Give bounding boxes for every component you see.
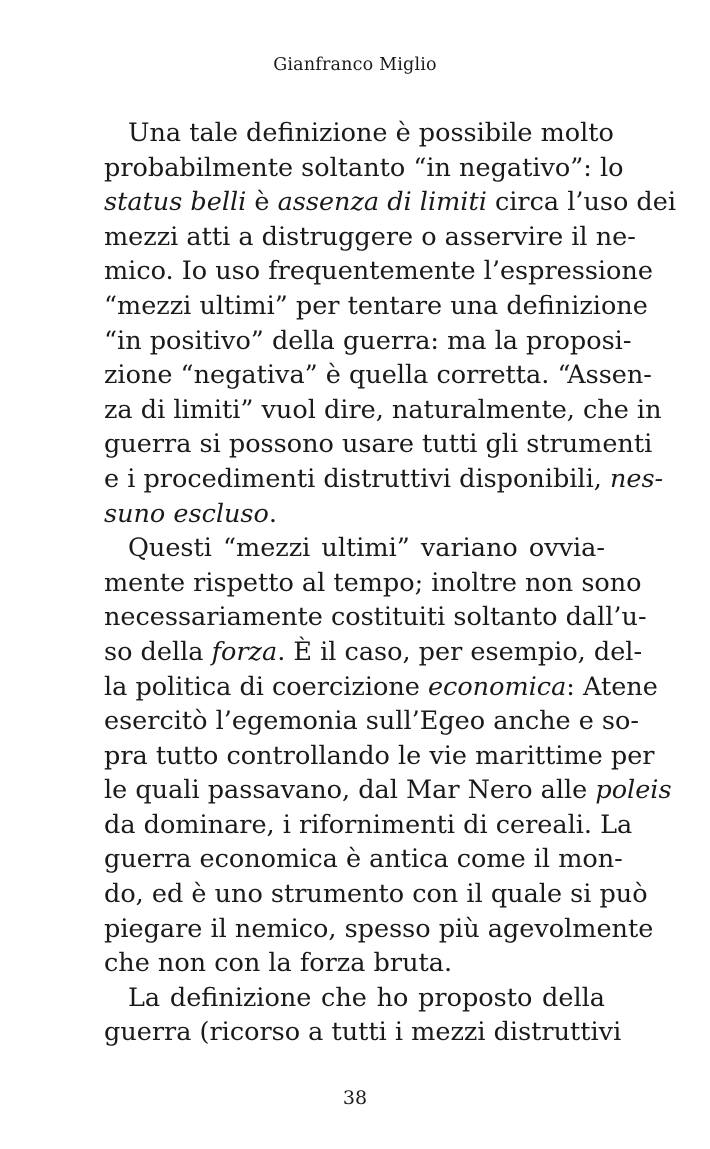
text-line: La definizione che ho proposto della [128, 982, 605, 1013]
text-line: guerra si possono usare tutti gli strumenti [104, 429, 653, 460]
text-line: do, ed è uno strumento con il quale si può [104, 879, 648, 910]
italic-text: assenza di limiti [277, 187, 487, 218]
italic-text: suno escluso [104, 498, 269, 529]
text-line: necessariamente costituiti soltanto dall’u- [104, 602, 647, 633]
text-line: Una tale definizione è possibile molto [128, 118, 614, 148]
text-line: za di limiti” vuol dire, naturalmente, che in [104, 394, 662, 425]
text-line: mico. Io uso frequentemente l’espressione [104, 256, 653, 287]
text-line: status belli è assenza di limiti circa l’uso dei [104, 187, 676, 218]
paragraph [104, 531, 672, 981]
text-line: pra tutto controllando le vie marittime per [104, 740, 655, 771]
text-line: probabilmente soltanto “in negativo”: lo [104, 152, 624, 183]
text-line: zione “negativa” è quella corretta. “Assen- [104, 360, 652, 391]
text-line: esercitò l’egemonia sull’Egeo anche e so- [104, 706, 639, 737]
body-text [104, 116, 676, 1050]
text-line: Questi “mezzi ultimi” variano ovvia- [128, 533, 605, 564]
text-line: che non con la forza bruta. [104, 948, 453, 979]
text-line: “in positivo” della guerra: ma la proposi- [104, 325, 632, 356]
paragraph [104, 981, 622, 1050]
italic-text: economica [427, 671, 567, 702]
text-line: guerra (ricorso a tutti i mezzi distruttivi [104, 1017, 622, 1048]
text-line: e i procedimenti distruttivi disponibili, nes- [104, 463, 664, 494]
text-line: la politica di coercizione economica: Atene [104, 671, 658, 702]
running-head: Gianfranco Miglio [273, 55, 437, 75]
text-line: suno escluso. [104, 498, 277, 529]
text-line: guerra economica è antica come il mon- [104, 844, 623, 875]
text-line: da dominare, i rifornimenti di cereali. La [104, 809, 633, 840]
italic-text: status belli [104, 187, 247, 218]
italic-text: forza [211, 636, 278, 667]
text-line: “mezzi ultimi” per tentare una definizione [104, 290, 648, 321]
paragraph [104, 116, 676, 531]
text-line: mezzi atti a distruggere o asservire il ne- [104, 221, 636, 252]
page-number: 38 [342, 1087, 368, 1109]
italic-text: nes- [609, 463, 664, 494]
text-line: piegare il nemico, spesso più agevolmente [104, 913, 654, 944]
text-line: le quali passavano, dal Mar Nero alle poleis [104, 775, 672, 806]
italic-text: poleis [595, 775, 672, 806]
text-line: so della forza. È il caso, per esempio, del- [104, 636, 643, 667]
text-line: mente rispetto al tempo; inoltre non sono [104, 567, 642, 598]
